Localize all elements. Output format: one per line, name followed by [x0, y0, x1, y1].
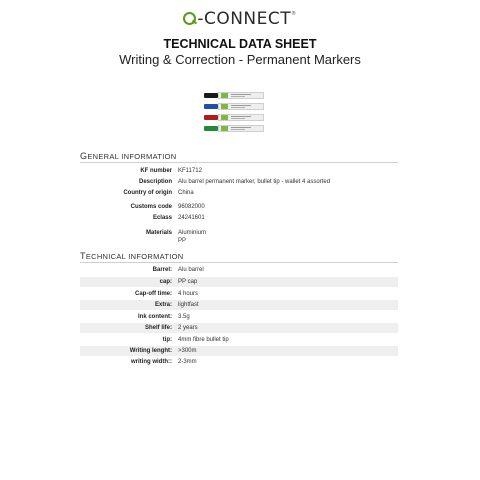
logo-q-icon [183, 12, 196, 25]
info-row-description: Description Alu barrel permanent marker, bullet tip - wallet 4 assorted [138, 179, 331, 185]
logo-text: CONNECT [203, 9, 292, 29]
tech-row-writing-length: Writing lenght: >300m [80, 346, 398, 356]
marker-1 [204, 92, 266, 99]
materials-second-value: PP [178, 238, 187, 244]
tech-row-extra: Extra: lightfast [80, 300, 398, 310]
marker-print [231, 127, 251, 128]
tech-row-barrel: Barrel: Alu barrel [152, 267, 204, 273]
info-row-country-of-origin: Country of origin China [123, 190, 194, 196]
product-image [204, 92, 266, 134]
document-subtitle: Writing & Correction - Permanent Markers [119, 52, 361, 67]
marker-print [231, 116, 251, 117]
marker-print [231, 107, 245, 108]
tech-row-writing-width: writing width:: 2-3mm [131, 359, 197, 365]
trademark-mark: ® [291, 11, 297, 17]
marker-print [231, 96, 245, 97]
marker-tip [204, 115, 218, 120]
marker-print [231, 105, 251, 106]
marker-tip [204, 93, 218, 98]
document-title: TECHNICAL DATA SHEET [163, 37, 317, 51]
marker-brand-band [221, 93, 228, 98]
marker-2 [204, 103, 266, 110]
marker-4 [204, 125, 266, 132]
info-row-customs-code: Customs code 96082000 [130, 204, 205, 210]
general-information-heading: GENERAL INFORMATION [80, 151, 398, 163]
marker-brand-band [221, 104, 228, 109]
tech-row-cap: cap: PP cap [80, 277, 398, 287]
tech-row-shelf-life: Shelf life: 2 years [80, 323, 398, 333]
tech-row-cap-off-time: Cap-off time: 4 hours [135, 291, 199, 297]
marker-brand-band [221, 126, 228, 131]
brand-logo: -CONNECT® [0, 9, 480, 29]
info-row-eclass: Eclass 24241601 [152, 215, 205, 221]
marker-print [231, 129, 245, 130]
marker-brand-band [221, 115, 228, 120]
marker-tip [204, 126, 218, 131]
marker-print [231, 94, 251, 95]
tech-row-ink-content: Ink content: 3.5g [138, 314, 190, 320]
marker-tip [204, 104, 218, 109]
marker-3 [204, 114, 266, 121]
technical-information-heading: TECHNICAL INFORMATION [80, 251, 398, 263]
info-row-materials: Materials Aluminium [145, 230, 207, 236]
marker-print [231, 118, 245, 119]
tech-row-tip: tip: 4mm fibre bullet tip [162, 337, 229, 343]
info-row-kf-number: KF number KF11712 [140, 168, 202, 174]
